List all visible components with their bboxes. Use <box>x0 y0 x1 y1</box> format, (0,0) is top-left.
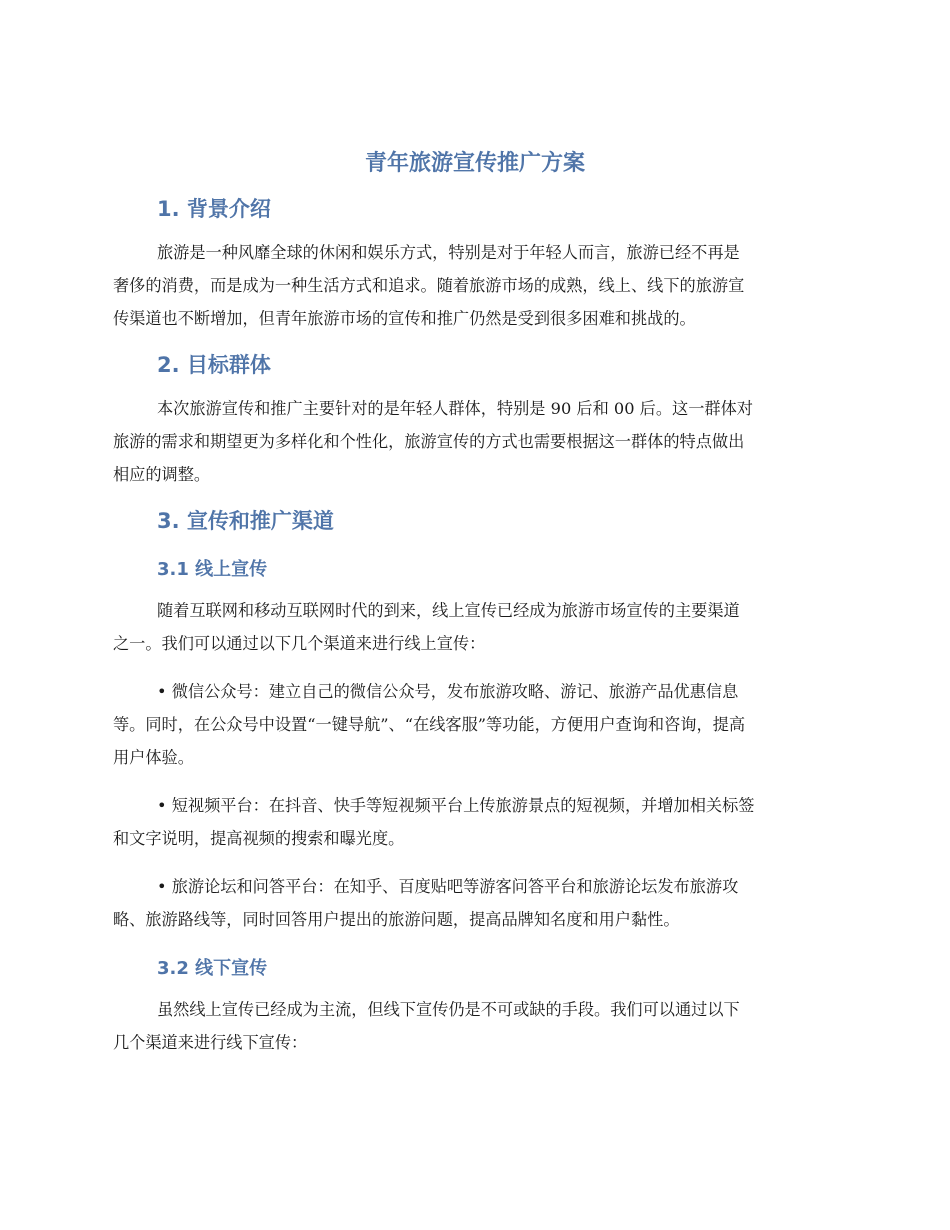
paragraph-target-group <box>113 392 837 491</box>
paragraph-line: 旅游是一种风靡全球的休闲和娱乐方式，特别是对于年轻人而言，旅游已经不再是 <box>157 243 740 262</box>
paragraph-line: 几个渠道来进行线下宣传： <box>113 1033 308 1052</box>
section-heading-target-group: 2. 目标群体 <box>157 353 271 377</box>
paragraph-line: 旅游的需求和期望更为多样化和个性化，旅游宣传的方式也需要根据这一群体的特点做出 <box>113 432 745 451</box>
subsection-heading-offline: 3.2 线下宣传 <box>157 958 268 979</box>
paragraph-line: 相应的调整。 <box>113 465 211 484</box>
paragraph-line: 虽然线上宣传已经成为主流，但线下宣传仍是不可或缺的手段。我们可以通过以下 <box>157 1000 740 1019</box>
paragraph-line: 本次旅游宣传和推广主要针对的是年轻人群体，特别是 90 后和 00 后。这一群体对 <box>157 399 753 418</box>
paragraph-line: 奢侈的消费，而是成为一种生活方式和追求。随着旅游市场的成熟，线上、线下的旅游宣 <box>113 276 745 295</box>
paragraph-background <box>113 236 837 335</box>
bullet-short-video <box>113 789 837 855</box>
paragraph-line: • 短视频平台：在抖音、快手等短视频平台上传旅游景点的短视频，并增加相关标签 <box>157 796 755 815</box>
paragraph-line: 随着互联网和移动互联网时代的到来，线上宣传已经成为旅游市场宣传的主要渠道 <box>157 601 740 620</box>
section-heading-channels: 3. 宣传和推广渠道 <box>157 509 334 533</box>
bullet-forum-qa <box>113 870 837 936</box>
paragraph-line: 等。同时，在公众号中设置“一键导航”、“在线客服”等功能，方便用户查询和咨询，提高 <box>113 715 746 734</box>
bullet-wechat <box>113 675 837 774</box>
paragraph-line: • 微信公众号：建立自己的微信公众号，发布旅游攻略、游记、旅游产品优惠信息 <box>157 682 739 701</box>
paragraph-online-intro <box>113 594 837 660</box>
paragraph-line: 用户体验。 <box>113 748 194 767</box>
paragraph-offline-intro <box>113 993 837 1059</box>
paragraph-line: 传渠道也不断增加，但青年旅游市场的宣传和推广仍然是受到很多困难和挑战的。 <box>113 309 696 328</box>
document-content <box>113 147 837 1059</box>
paragraph-line: 略、旅游路线等，同时回答用户提出的旅游问题，提高品牌知名度和用户黏性。 <box>113 910 680 929</box>
paragraph-line: • 旅游论坛和问答平台：在知乎、百度贴吧等游客问答平台和旅游论坛发布旅游攻 <box>157 877 739 896</box>
section-heading-background: 1. 背景介绍 <box>157 197 271 221</box>
document-title: 青年旅游宣传推广方案 <box>364 151 585 176</box>
subsection-heading-online: 3.1 线上宣传 <box>157 559 268 580</box>
paragraph-line: 之一。我们可以通过以下几个渠道来进行线上宣传： <box>113 634 486 653</box>
paragraph-line: 和文字说明，提高视频的搜索和曝光度。 <box>113 829 405 848</box>
